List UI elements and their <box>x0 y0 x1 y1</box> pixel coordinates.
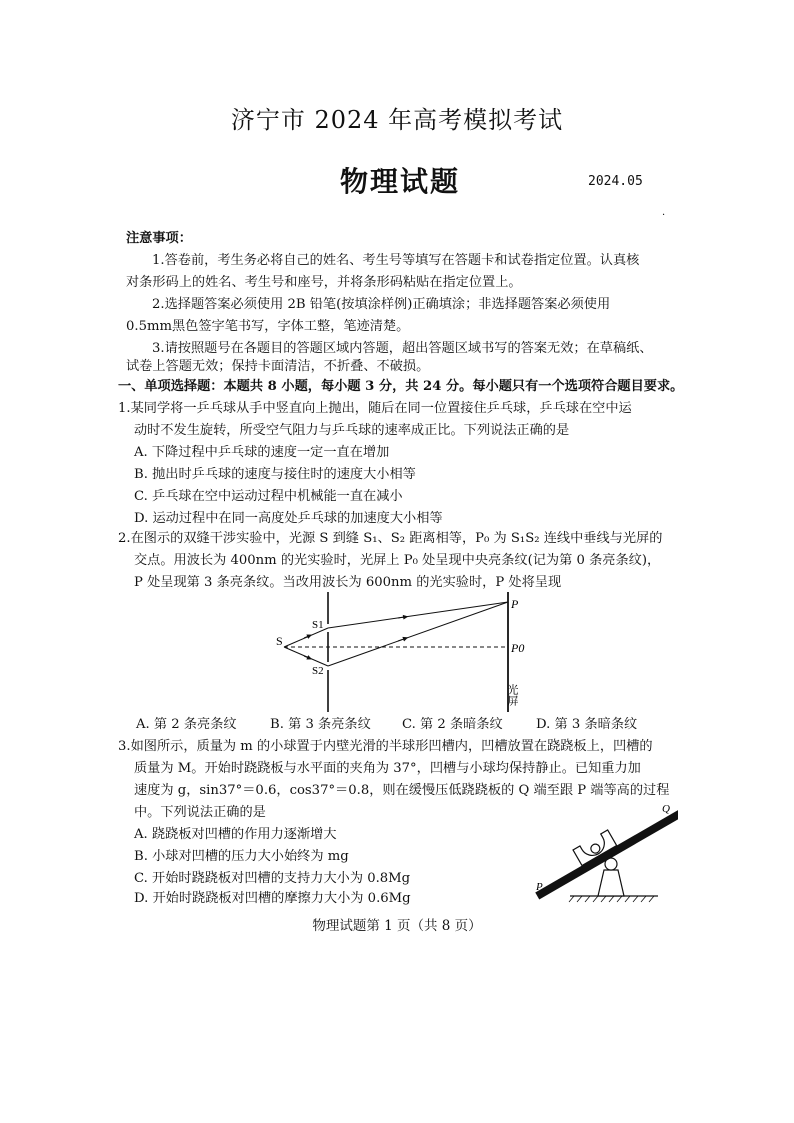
notice-line: 对条形码上的姓名、考生号和座号，并将条形码粘贴在指定位置上。 <box>126 275 522 290</box>
label-q: Q <box>662 803 670 815</box>
pivot-support <box>598 870 624 896</box>
q3-option-b: B. 小球对凹槽的压力大小始终为 mg <box>134 849 349 864</box>
notice-line: 试卷上答题无效；保持卡面清洁，不折叠、不破损。 <box>126 359 430 374</box>
ray-s1-p <box>328 602 508 628</box>
exam-title: 济宁市 2024 年高考模拟考试 <box>230 106 564 134</box>
q3-stem-line: 中。下列说法正确的是 <box>134 805 266 820</box>
double-slit-diagram <box>260 588 540 716</box>
q3-stem-line: 速度为 g，sin37°＝0.6，cos37°＝0.8，则在缓慢压低跷跷板的 Q 端至跟 P 端等高的过程 <box>134 783 670 798</box>
notice-heading: 注意事项： <box>126 231 192 246</box>
q1-option-b: B. 抛出时乒乓球的速度与接住时的速度大小相等 <box>134 467 416 482</box>
q1-stem-line: 动时不发生旋转，所受空气阻力与乒乓球的速率成正比。下列说法正确的是 <box>134 423 570 438</box>
q2-stem-line: 交点。用波长为 400nm 的光实验时，光屏上 P₀ 处呈现中央亮条纹(记为第 0 条亮条纹)， <box>134 553 661 568</box>
q3-stem-line: 3.如图所示，质量为 m 的小球置于内壁光滑的半球形凹槽内，凹槽放置在跷跷板上，凹槽的 <box>118 739 653 754</box>
notice-line: 3.请按照题号在各题目的答题区域内答题，超出答题区域书写的答案无效；在草稿纸、 <box>152 341 653 356</box>
label-screen: 光屏 <box>506 684 518 706</box>
q2-option-d: D. 第 3 条暗条纹 <box>536 717 638 732</box>
label-s2: S2 <box>312 665 324 677</box>
q2-option-a: A. 第 2 条亮条纹 <box>136 717 237 732</box>
q3-option-a: A. 跷跷板对凹槽的作用力逐渐增大 <box>134 827 337 842</box>
label-p: P <box>536 881 543 893</box>
q1-option-a: A. 下降过程中乒乓球的速度一定一直在增加 <box>134 445 390 460</box>
q1-option-d: D. 运动过程中在同一高度处乒乓球的加速度大小相等 <box>134 511 443 526</box>
label-p0: P0 <box>511 641 525 655</box>
q1-stem-line: 1.某同学将一乒乓球从手中竖直向上抛出，随后在同一位置接住乒乓球，乒乓球在空中运 <box>118 401 632 416</box>
q2-option-b: B. 第 3 条亮条纹 <box>270 717 371 732</box>
label-p: P <box>511 597 519 611</box>
q1-option-c: C. 乒乓球在空中运动过程中机械能一直在减小 <box>134 489 403 504</box>
q2-stem-line: P 处呈现第 3 条亮条纹。当改用波长为 600nm 的光实验时，P 处将呈现 <box>134 575 562 590</box>
q2-stem-line: 2.在图示的双缝干涉实验中，光源 S 到缝 S₁、S₂ 距离相等，P₀ 为 S₁S₂ 连线中垂线与光屏的 <box>118 531 663 546</box>
section-heading: 一、单项选择题：本题共 8 小题，每小题 3 分，共 24 分。每小题只有一个选项符合题目要求。 <box>118 379 684 394</box>
subject-title: 物理试题 <box>340 165 461 198</box>
page-footer: 物理试题第 1 页（共 8 页） <box>312 918 482 934</box>
scan-dot: · <box>662 210 666 221</box>
seesaw-diagram <box>530 798 678 904</box>
notice-line: 2.选择题答案必须使用 2B 铅笔(按填涂样例)正确填涂；非选择题答案必须使用 <box>152 297 611 312</box>
notice-line: 1.答卷前，考生务必将自己的姓名、考生号等填写在答题卡和试卷指定位置。认真核 <box>152 253 640 268</box>
label-s: S <box>276 634 283 648</box>
notice-line: 0.5mm黑色签字笔书写，字体工整，笔迹清楚。 <box>126 319 410 334</box>
exam-date: 2024.05 <box>588 174 643 189</box>
q3-stem-line: 质量为 M。开始时跷跷板与水平面的夹角为 37°，凹槽与小球均保持静止。已知重力加 <box>134 761 641 776</box>
ray-s2-p <box>328 602 508 666</box>
q3-option-c: C. 开始时跷跷板对凹槽的支持力大小为 0.8Mg <box>134 871 411 886</box>
ground-hatch <box>569 896 654 902</box>
q3-option-d: D. 开始时跷跷板对凹槽的摩擦力大小为 0.6Mg <box>134 891 411 906</box>
q2-option-c: C. 第 2 条暗条纹 <box>402 717 503 732</box>
label-s1: S1 <box>312 619 324 631</box>
